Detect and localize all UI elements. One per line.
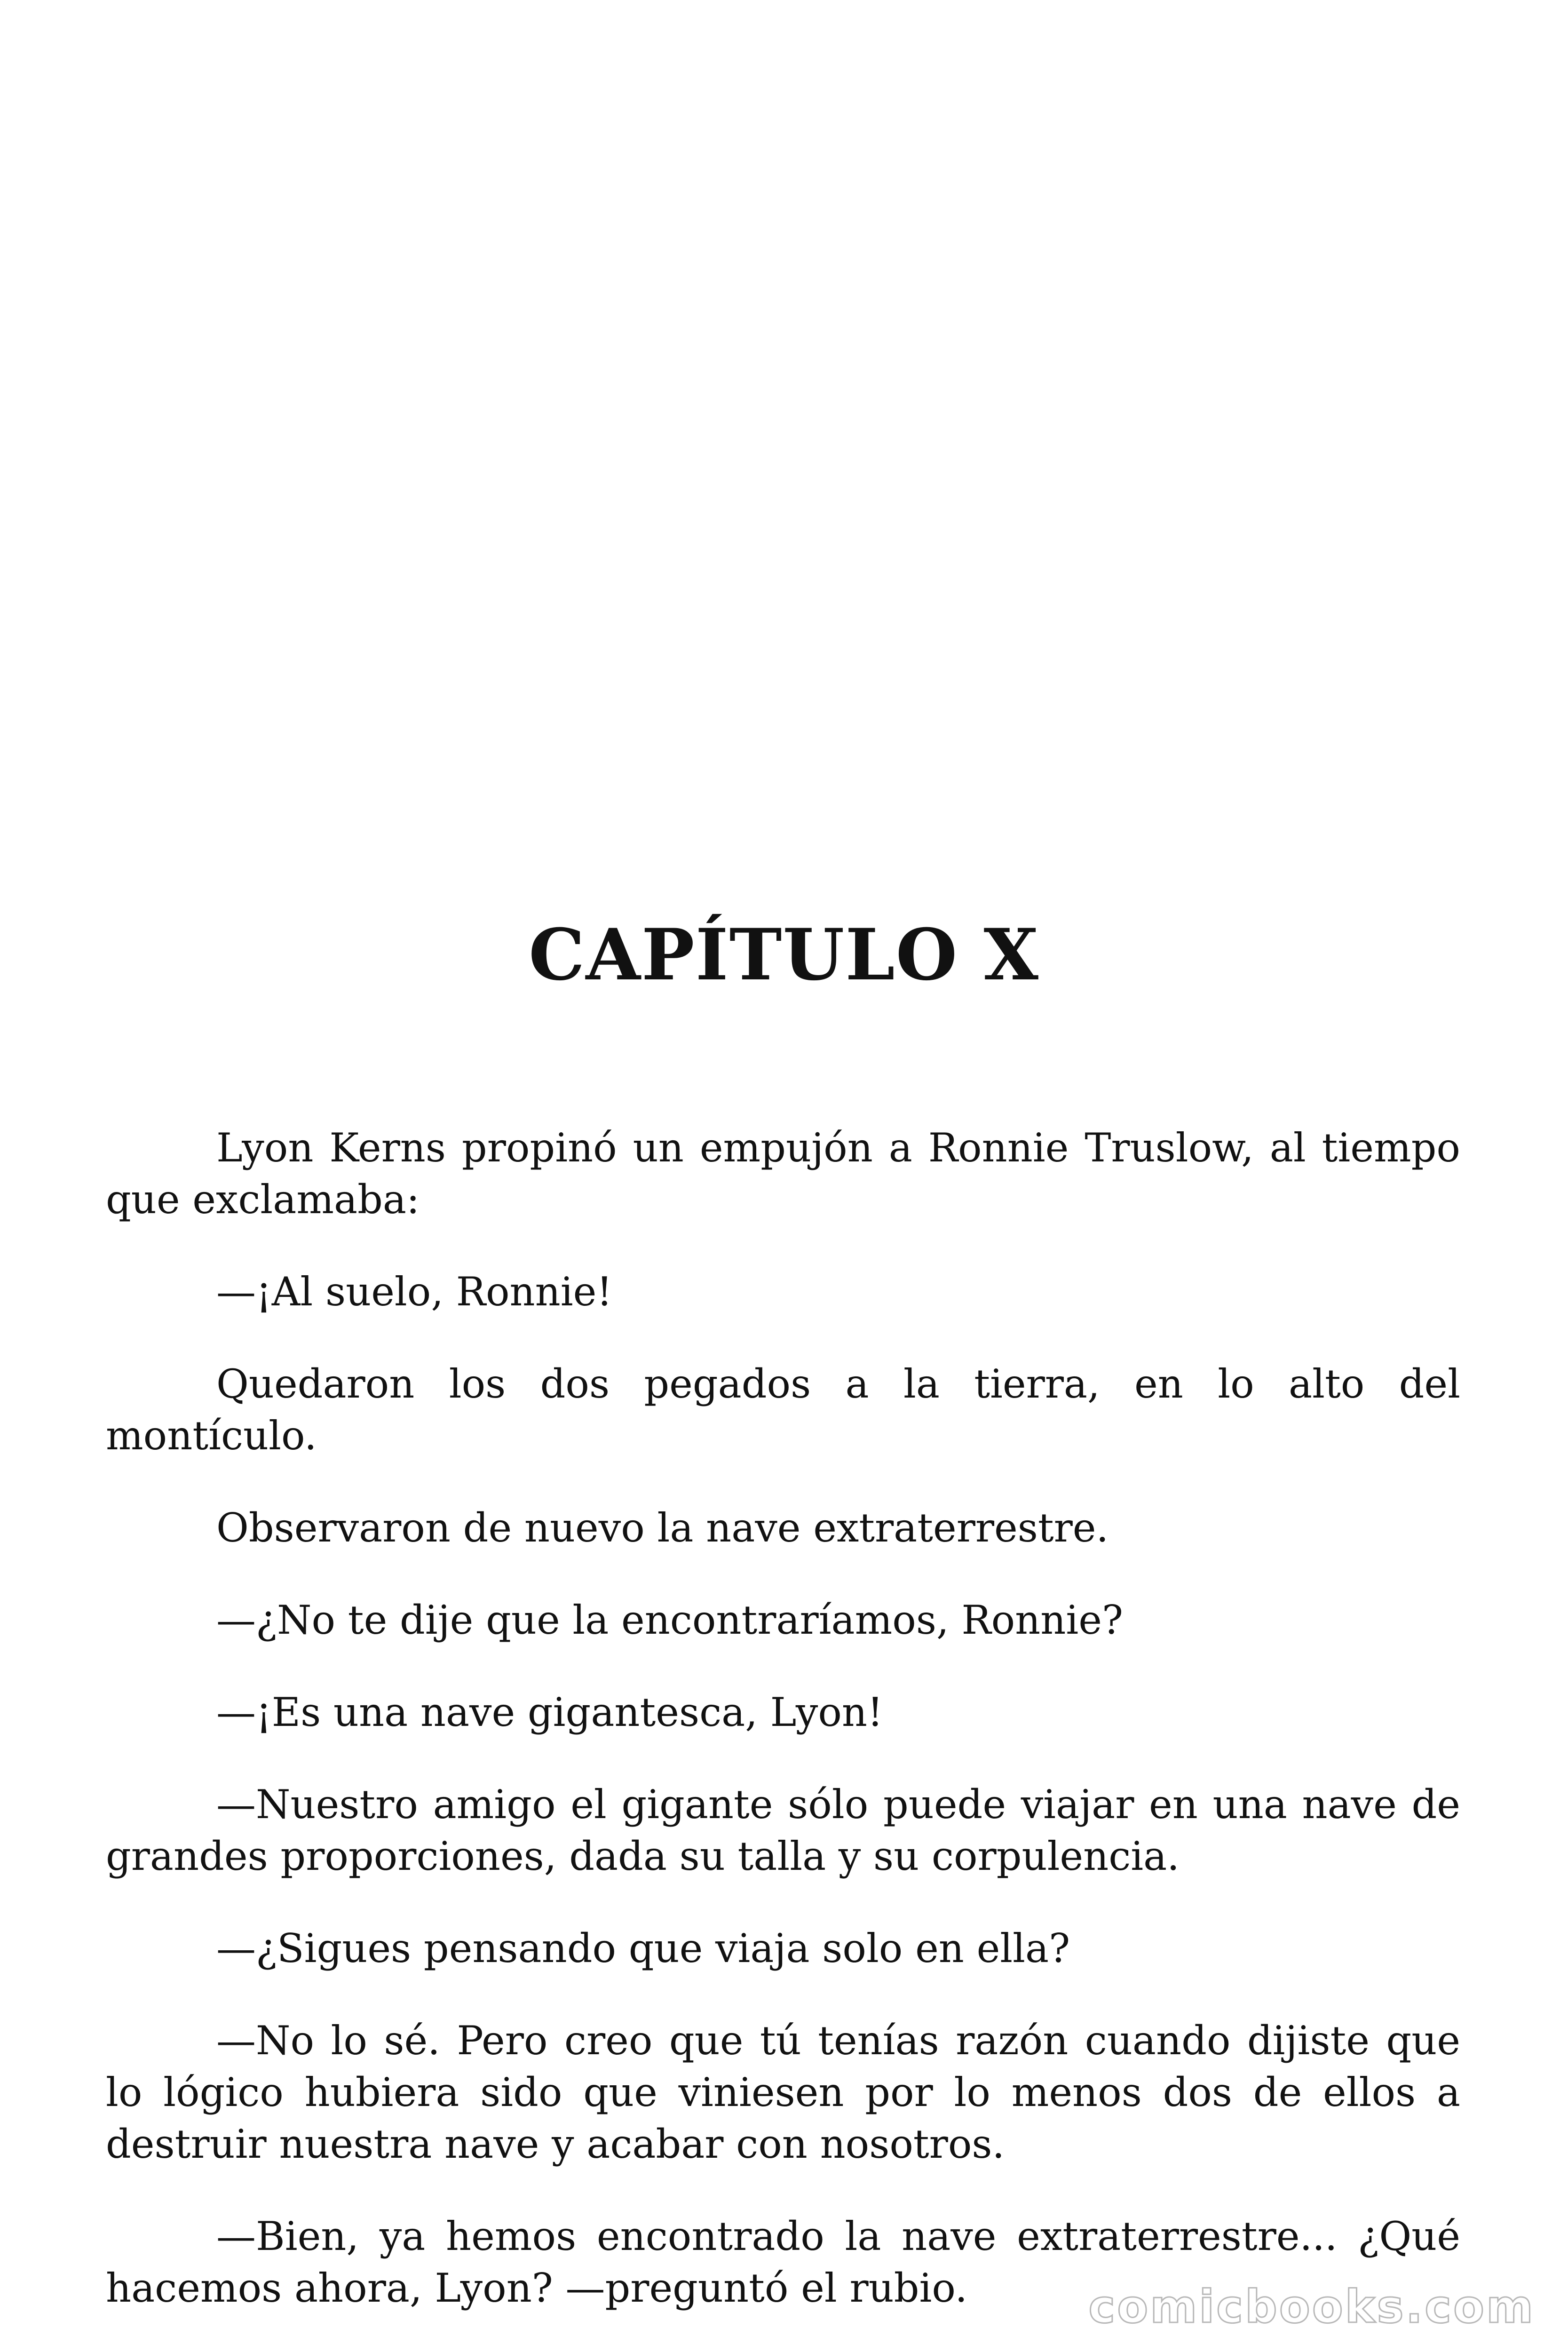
paragraph: —¡Al suelo, Ronnie! bbox=[216, 1269, 613, 1315]
paragraph: —¿Sigues pensando que viaja solo en ella? bbox=[216, 1925, 1070, 1971]
paragraph: —¡Es una nave gigantesca, Lyon! bbox=[216, 1689, 883, 1735]
chapter-title: CAPÍTULO X bbox=[529, 914, 1039, 996]
paragraph: Observaron de nuevo la nave extraterrestre. bbox=[216, 1505, 1109, 1551]
paragraph: —No lo sé. Pero creo que tú tenías razón cuando dijiste que lo lógico hubiera sido que viniesen por lo menos dos de ellos a destruir nuestra nave y acabar con nosotros. bbox=[106, 2018, 1460, 2167]
paragraph: —¿No te dije que la encontraríamos, Ronnie? bbox=[216, 1597, 1123, 1643]
paragraph: —Bien, ya hemos encontrado la nave extraterrestre... ¿Qué hacemos ahora, Lyon? —preguntó el rubio. bbox=[106, 2213, 1460, 2311]
paragraph: —Nuestro amigo el gigante sólo puede viajar en una nave de grandes proporciones, dada su talla y su corpulencia. bbox=[106, 1781, 1460, 1879]
chapter-body bbox=[106, 1122, 1460, 2352]
paragraph: Quedaron los dos pegados a la tierra, en lo alto del montículo. bbox=[106, 1361, 1460, 1459]
watermark: comicbooks.com bbox=[1088, 2280, 1535, 2333]
paragraph: Lyon Kerns propinó un empujón a Ronnie Truslow, al tiempo que exclamaba: bbox=[106, 1125, 1460, 1223]
